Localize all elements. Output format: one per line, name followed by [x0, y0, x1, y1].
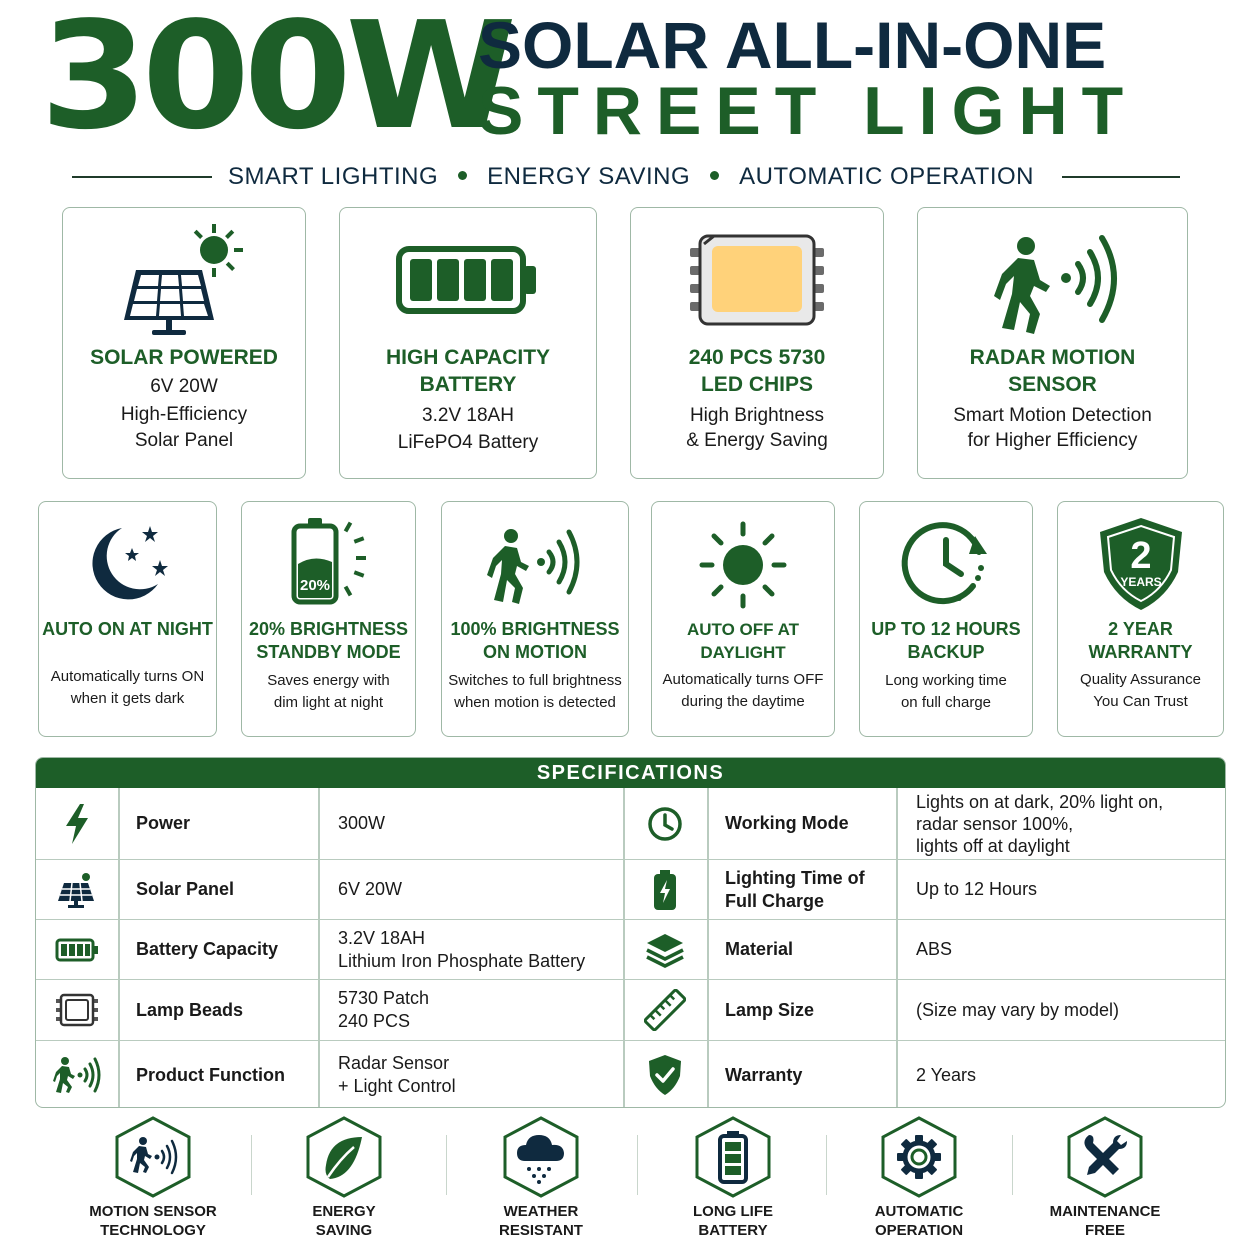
feature-title: ON MOTION: [483, 642, 587, 662]
feature-line: 6V 20W: [150, 376, 218, 397]
product-title-line2: STREET LIGHT: [478, 73, 1138, 149]
warranty-years-number: 2: [1129, 535, 1152, 577]
badge-label-line: LONG LIFE: [693, 1203, 773, 1220]
chip-icon: [36, 980, 118, 1040]
feature-title: AUTO OFF AT DAYLIGHT: [686, 620, 800, 662]
badge-energy-saving: [254, 1115, 434, 1245]
spec-value-line: 240 PCS: [338, 1011, 411, 1031]
feature-line: Automatically turns OFF: [662, 671, 824, 688]
badge-automatic-operation: [829, 1115, 1009, 1245]
badge-maintenance-free: [1015, 1115, 1195, 1245]
battery-charge-icon: [623, 860, 707, 919]
feature-title: HIGH CAPACITY: [385, 346, 551, 369]
divider-left: [72, 176, 212, 178]
specifications-title: SPECIFICATIONS: [36, 758, 1225, 788]
feature-line: Automatically turns ON: [50, 668, 205, 685]
moon-stars-icon: [39, 520, 216, 604]
cloud-rain-icon: [501, 1115, 581, 1204]
feature-title: UP TO 12 HOURS: [871, 619, 1021, 639]
feature-line: You Can Trust: [1093, 693, 1188, 710]
badge-label: [254, 1202, 434, 1240]
feature-title: WARRANTY: [1088, 642, 1193, 662]
feature-line: Long working time: [885, 672, 1007, 689]
spec-value: 2 Years: [916, 1064, 977, 1085]
spec-label: [707, 860, 896, 919]
spec-value: [896, 788, 1226, 859]
feature-line: Quality Assurance: [1080, 671, 1201, 688]
motion-sensor-icon: [113, 1115, 193, 1204]
spec-value: [318, 1041, 623, 1108]
sun-icon: [652, 520, 834, 610]
spec-value-line: lights off at daylight: [916, 835, 1070, 856]
spec-label: Material: [725, 939, 794, 959]
spec-value: 6V 20W: [338, 879, 403, 899]
tagline-item: AUTOMATIC OPERATION: [739, 163, 1035, 190]
layers-icon: [623, 920, 707, 979]
badge-label: [829, 1202, 1009, 1240]
feature-line: Switches to full brightness: [448, 672, 622, 689]
tagline-text: [228, 162, 1034, 192]
spec-label-line: Full Charge: [725, 890, 825, 911]
spec-value-line: Lights on at dark, 20% light on,: [916, 791, 1164, 812]
badge-label-line: BATTERY: [698, 1222, 768, 1239]
feature-card-auto-off: [651, 501, 835, 737]
clock-icon: [623, 788, 707, 859]
badge-label-line: TECHNOLOGY: [100, 1222, 206, 1239]
bullet-dot: [710, 171, 719, 180]
motion-sensor-icon: [36, 1041, 118, 1108]
feature-card-motion: [441, 501, 629, 737]
spec-value: [318, 980, 623, 1040]
feature-title: LED CHIPS: [700, 373, 813, 396]
badge-label-line: MAINTENANCE: [1049, 1203, 1161, 1220]
badge-label-line: AUTOMATIC: [874, 1203, 964, 1220]
battery-percent-label: 20%: [299, 577, 330, 594]
feature-title: SENSOR: [1008, 373, 1097, 396]
spec-value-line: 5730 Patch: [338, 988, 430, 1008]
spec-label: Battery Capacity: [136, 939, 279, 959]
feature-line: LiFePO4 Battery: [397, 432, 539, 453]
badge-separator: [637, 1135, 638, 1195]
feature-line: & Energy Saving: [686, 430, 828, 451]
spec-label: Power: [136, 813, 191, 833]
wattage-title: 300W: [40, 0, 511, 162]
table-row: [36, 788, 1225, 859]
feature-card-warranty: [1057, 501, 1224, 737]
badge-label: [451, 1202, 631, 1240]
tagline-bar: [0, 160, 1254, 194]
battery-20-icon: [242, 514, 415, 608]
divider-right: [1062, 176, 1180, 178]
feature-line: when it gets dark: [70, 690, 185, 707]
spec-label-line: Lighting Time of: [725, 867, 865, 888]
spec-value: Up to 12 Hours: [916, 879, 1038, 899]
product-title-line1: SOLAR ALL-IN-ONE: [478, 8, 1107, 82]
feature-line: High-Efficiency: [120, 404, 248, 425]
feature-title: BATTERY: [419, 373, 517, 396]
bolt-icon: [36, 788, 118, 859]
clock-icon: [860, 516, 1032, 610]
badge-label-line: SAVING: [315, 1222, 373, 1239]
gear-icon: [879, 1115, 959, 1204]
feature-title: SOLAR POWERED: [90, 346, 278, 369]
feature-line: High Brightness: [689, 405, 825, 426]
battery-vertical-icon: [693, 1115, 773, 1204]
spec-value: 300W: [338, 813, 386, 833]
feature-card-battery: [339, 207, 597, 479]
specifications-table: [35, 757, 1226, 1108]
spec-value-line: radar sensor 100%,: [916, 813, 1074, 834]
spec-value-line: Lithium Iron Phosphate Battery: [338, 950, 586, 971]
spec-label: Product Function: [136, 1064, 285, 1085]
feature-line: dim light at night: [273, 694, 384, 711]
badge-label-line: OPERATION: [874, 1222, 964, 1239]
shield-warranty-icon: [1058, 516, 1223, 612]
battery-icon: [36, 920, 118, 979]
feature-line: when motion is detected: [454, 694, 616, 711]
badge-label: [1015, 1202, 1195, 1240]
spec-value-line: Radar Sensor: [338, 1053, 450, 1073]
feature-title: 240 PCS 5730: [688, 346, 826, 369]
bullet-dot: [458, 171, 467, 180]
feature-card-auto-on: [38, 501, 217, 737]
shield-check-icon: [623, 1041, 707, 1108]
spec-value: (Size may vary by model): [916, 999, 1120, 1020]
badge-label-line: FREE: [1084, 1222, 1125, 1239]
solar-panel-icon: [63, 222, 305, 342]
feature-line: Solar Panel: [134, 430, 234, 451]
spec-label: Lamp Size: [725, 999, 815, 1020]
feature-title: 100% BRIGHTNESS: [450, 619, 620, 639]
table-row: [36, 1040, 1225, 1108]
feature-title: BACKUP: [907, 642, 985, 662]
badge-label-line: ENERGY: [312, 1203, 376, 1220]
feature-line: 3.2V 18AH: [422, 405, 514, 426]
motion-sensor-icon: [918, 224, 1187, 336]
solar-panel-icon: [36, 860, 118, 919]
feature-line: Smart Motion Detection: [953, 405, 1152, 426]
spec-label: Warranty: [725, 1064, 803, 1085]
feature-card-backup: [859, 501, 1033, 737]
feature-title: AUTO ON AT NIGHT: [42, 619, 213, 639]
badge-label: [63, 1202, 243, 1240]
tagline-item: SMART LIGHTING: [228, 163, 439, 190]
table-row: [36, 919, 1225, 979]
ruler-icon: [623, 980, 707, 1040]
feature-title: RADAR MOTION: [969, 346, 1136, 369]
badge-label-line: MOTION SENSOR: [89, 1203, 217, 1220]
badge-separator: [826, 1135, 827, 1195]
spec-label: Working Mode: [725, 813, 849, 833]
led-chip-icon: [631, 234, 883, 326]
spec-value: ABS: [916, 939, 953, 959]
spec-value-line: 3.2V 18AH: [338, 927, 426, 948]
badge-separator: [251, 1135, 252, 1195]
feature-title: 2 YEAR: [1108, 619, 1173, 639]
spec-value: [318, 920, 623, 979]
spec-label: Lamp Beads: [136, 999, 244, 1020]
badge-long-life-battery: [643, 1115, 823, 1245]
badge-weather-resistant: [451, 1115, 631, 1245]
feature-title: STANDBY MODE: [256, 642, 401, 662]
leaf-icon: [304, 1115, 384, 1204]
badge-separator: [1012, 1135, 1013, 1195]
feature-line: for Higher Efficiency: [967, 430, 1138, 451]
feature-card-led: [630, 207, 884, 479]
tagline-item: ENERGY SAVING: [487, 163, 691, 190]
feature-line: Saves energy with: [267, 672, 390, 689]
feature-card-radar: [917, 207, 1188, 479]
badge-label-line: WEATHER: [503, 1203, 579, 1220]
walking-motion-icon: [442, 524, 628, 606]
feature-line: on full charge: [900, 694, 992, 711]
battery-icon: [340, 246, 596, 314]
badge-motion-sensor: [63, 1115, 243, 1245]
table-row: [36, 859, 1225, 919]
table-row: [36, 979, 1225, 1040]
warranty-years-label: YEARS: [1119, 575, 1162, 589]
header: [0, 0, 1254, 162]
feature-card-solar: [62, 207, 306, 479]
feature-card-standby: [241, 501, 416, 737]
spec-label: Solar Panel: [136, 879, 235, 899]
feature-title: 20% BRIGHTNESS: [248, 619, 409, 639]
badge-separator: [446, 1135, 447, 1195]
spec-value-line: + Light Control: [338, 1076, 456, 1096]
badge-label: [643, 1202, 823, 1240]
tools-icon: [1065, 1115, 1145, 1204]
badge-label-line: RESISTANT: [499, 1222, 583, 1239]
feature-line: during the daytime: [681, 693, 805, 710]
